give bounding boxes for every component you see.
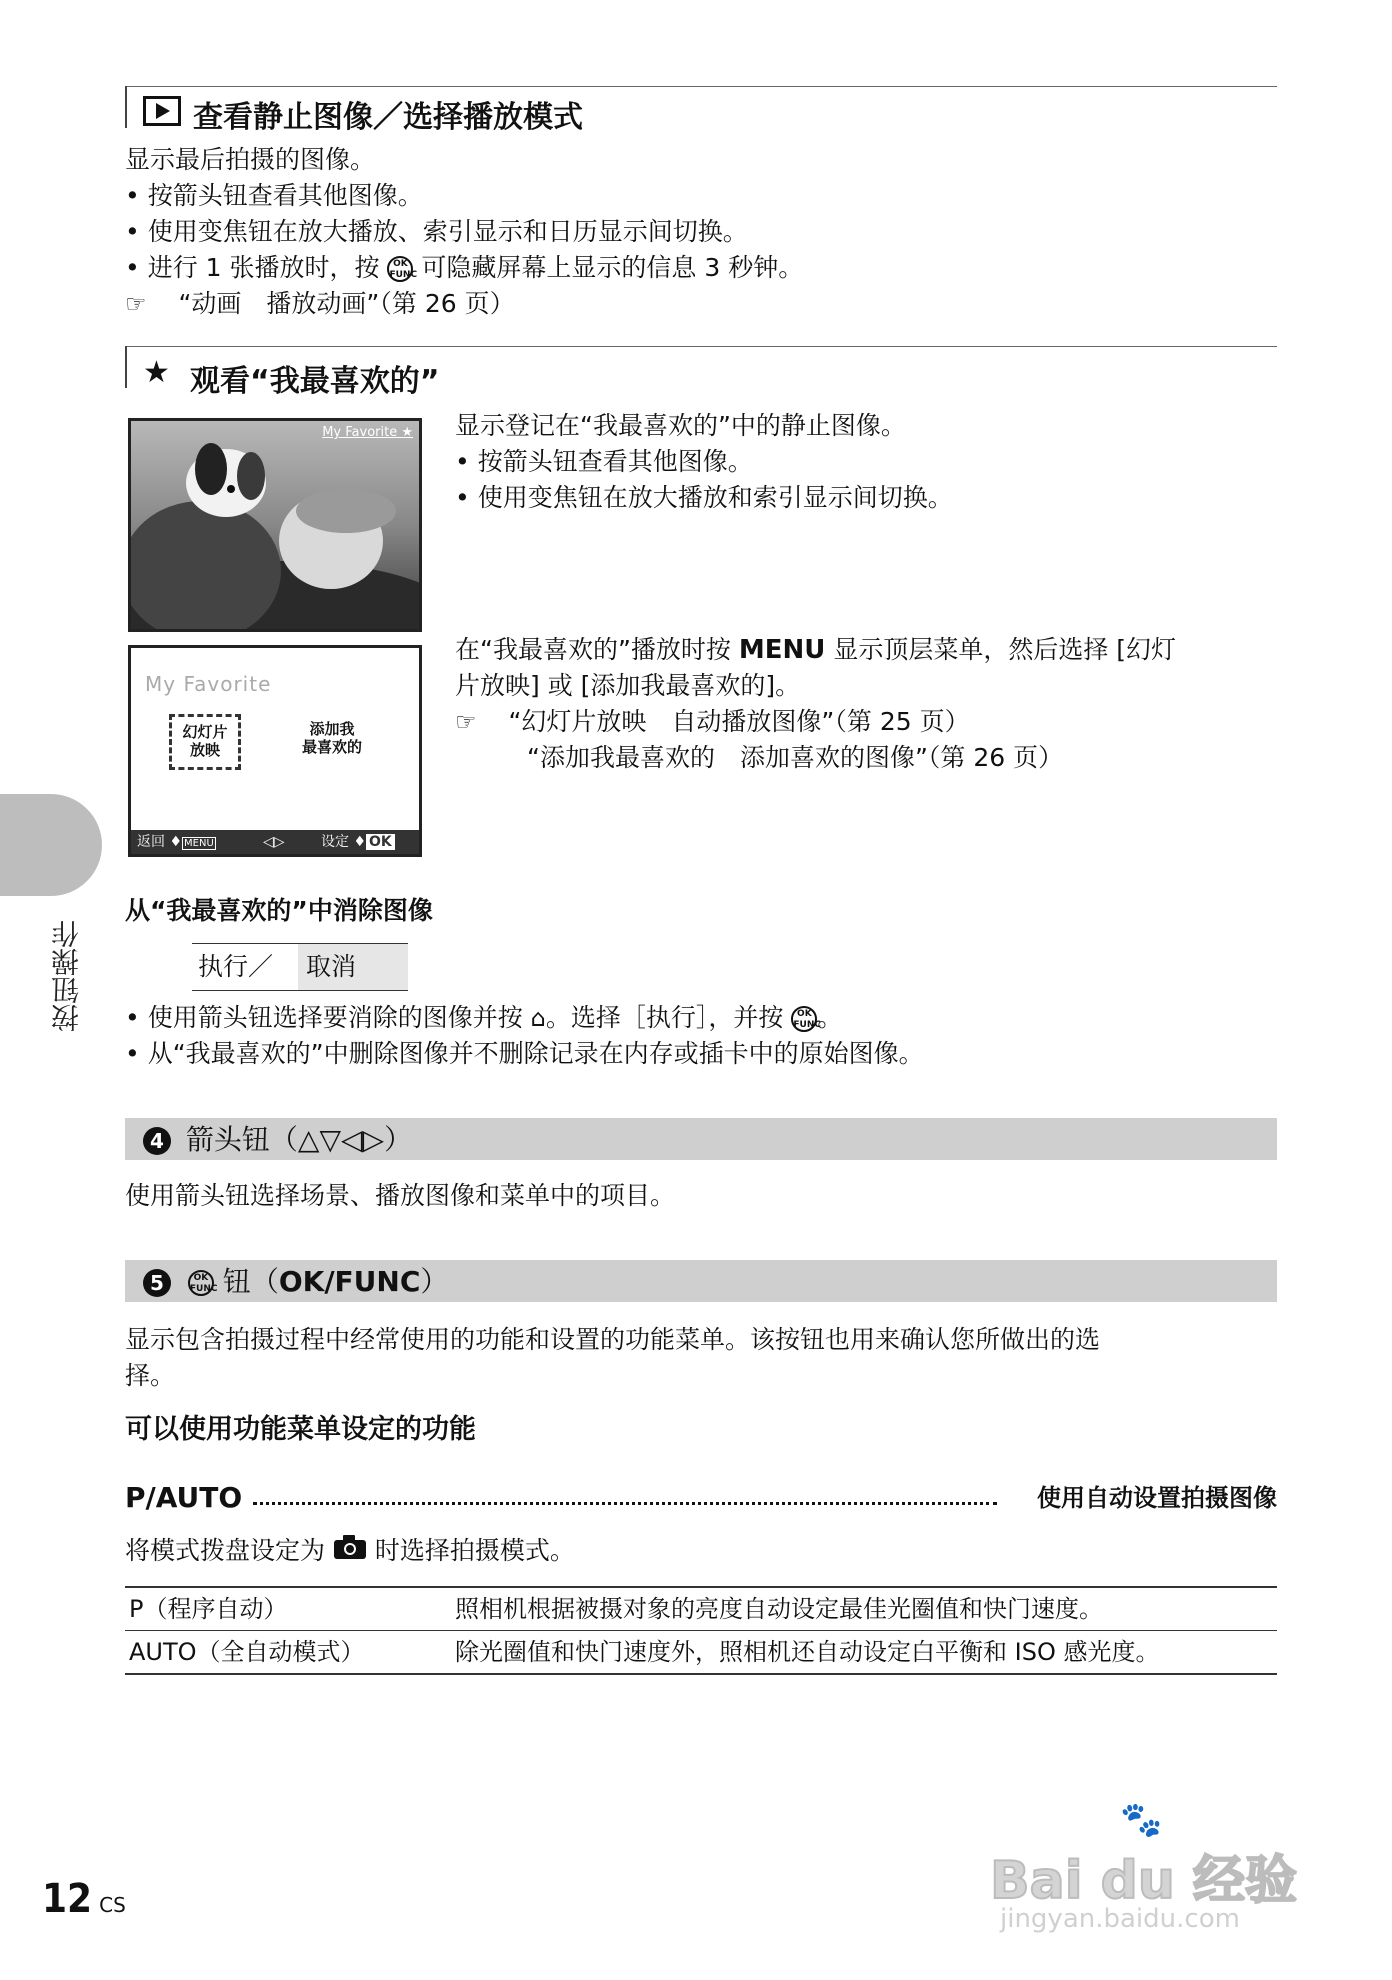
bullet-item: • 使用箭头钮选择要消除的图像并按 ⌂。选择［执行］，并按 OK FUNC。 — [125, 1003, 843, 1032]
section-divider — [125, 86, 1277, 87]
text-line: 显示最后拍摄的图像。 — [125, 145, 376, 174]
menu-key: MENU — [738, 635, 826, 665]
text-line: 片放映] 或 [添加我最喜欢的]。 — [455, 671, 801, 700]
reference-line: ☞ “幻灯片放映 自动播放图像”（第 25 页） — [455, 707, 970, 736]
section-title-favorite: 观看“我最喜欢的” — [190, 364, 440, 399]
section-divider — [125, 346, 1277, 347]
screen-title: My Favorite — [145, 672, 272, 696]
side-tab-label: 按钮操作 — [50, 920, 83, 1032]
text-line: 择。 — [125, 1361, 176, 1390]
watermark — [990, 1800, 1350, 1950]
bullet-item: • 使用变焦钮在放大播放、索引显示和日历显示间切换。 — [125, 217, 748, 246]
paw-icon: 🐾 — [1120, 1800, 1163, 1840]
table-row — [125, 1630, 1277, 1675]
erase-icon: ⌂ — [530, 1004, 546, 1032]
option-execute: 执行／ — [198, 952, 274, 981]
ok-func-icon: OK FUNC — [791, 1006, 817, 1032]
photo-label: My Favorite ★ — [322, 425, 413, 440]
bullet-item: • 按箭头钮查看其他图像。 — [455, 447, 753, 476]
subheading-functions: 可以使用功能菜单设定的功能 — [125, 1414, 476, 1445]
text-line: 显示包含拍摄过程中经常使用的功能和设置的功能菜单。该按钮也用来确认您所做出的选 — [125, 1325, 1101, 1354]
bullet-text: • 进行 1 张播放时，按 — [125, 253, 380, 282]
text-line: 在“我最喜欢的”播放时按 MENU 显示顶层菜单，然后选择 [幻灯 — [455, 635, 1177, 665]
reference-line — [125, 286, 515, 322]
table-cell: 照相机根据被摄对象的亮度自动设定最佳光圈值和快门速度。 — [455, 1595, 1103, 1623]
play-icon — [143, 96, 181, 126]
side-tab-marker — [0, 794, 102, 896]
section-title-okfunc: 5 OK FUNC 钮（OK/FUNC） — [143, 1264, 448, 1300]
number-badge: 5 — [143, 1269, 171, 1297]
number-badge: 4 — [143, 1127, 171, 1155]
screen-footer — [131, 830, 419, 854]
section-marker — [125, 86, 127, 128]
screen-set-label: 设定 ♦ OK — [321, 830, 395, 854]
function-summary: 使用自动设置拍摄图像 — [1037, 1484, 1277, 1512]
ok-func-icon: OK FUNC — [387, 256, 413, 282]
table-cell: AUTO（全自动模式） — [129, 1638, 365, 1666]
reference-text: “动画 播放动画”（第 26 页） — [178, 289, 515, 318]
text-line: 将模式拨盘设定为 时选择拍摄模式。 — [125, 1533, 575, 1570]
camera-icon — [333, 1534, 367, 1570]
subheading-delete: 从“我最喜欢的”中消除图像 — [125, 896, 433, 925]
ok-func-icon: OK FUNC — [188, 1270, 214, 1296]
table-cell: P（程序自动） — [129, 1595, 288, 1623]
section-marker — [125, 346, 127, 388]
table-row — [125, 1586, 1277, 1630]
section-title-arrow: 4 箭头钮（△▽◁▷） — [143, 1122, 412, 1158]
table-cell: 除光圈值和快门速度外，照相机还自动设定白平衡和 ISO 感光度。 — [455, 1638, 1160, 1666]
reference-text: “添加我最喜欢的 添加喜欢的图像”（第 26 页） — [527, 743, 1064, 772]
bullet-item: • 从“我最喜欢的”中删除图像并不删除记录在内存或插卡中的原始图像。 — [125, 1039, 924, 1068]
screen-arrows-icon: ◁▷ — [263, 834, 285, 850]
watermark-url: jingyan.baidu.com — [1000, 1904, 1240, 1934]
function-table — [125, 1586, 1277, 1675]
option-cancel: 取消 — [306, 952, 357, 981]
page-footer — [42, 1876, 126, 1922]
reference-hand-icon: ☞ — [125, 290, 147, 318]
text-line: 显示登记在“我最喜欢的”中的静止图像。 — [455, 411, 906, 440]
bullet-item: • 使用变焦钮在放大播放和索引显示间切换。 — [455, 483, 953, 512]
screen-item-add-favorite[interactable]: 添加我 最喜欢的 — [301, 720, 362, 756]
arrow-buttons-icon: △▽◁▷ — [297, 1123, 385, 1156]
favorite-menu-screen — [128, 645, 422, 857]
page-number: 12 — [42, 1876, 93, 1922]
function-name: P/AUTO — [125, 1481, 243, 1514]
watermark-brand: Bai du 经验 — [990, 1851, 1297, 1911]
screen-item-slideshow[interactable]: 幻灯片 放映 — [169, 714, 241, 770]
delete-options — [192, 943, 408, 991]
section-title-playback: 查看静止图像／选择播放模式 — [193, 100, 583, 135]
leader-dots — [253, 1502, 997, 1505]
screen-back-label: 返回 ♦ MENU — [137, 834, 214, 850]
bullet-item: • 按箭头钮查看其他图像。 — [125, 181, 423, 210]
star-icon: ★ — [143, 355, 170, 390]
function-item-header — [125, 1478, 1277, 1518]
page-lang: CS — [99, 1893, 126, 1917]
bullet-item — [125, 250, 803, 286]
bullet-text: 可隐藏屏幕上显示的信息 3 秒钟。 — [421, 253, 804, 282]
reference-hand-icon: ☞ — [455, 708, 477, 736]
text-line: 使用箭头钮选择场景、播放图像和菜单中的项目。 — [125, 1181, 676, 1210]
favorite-photo — [128, 418, 422, 632]
